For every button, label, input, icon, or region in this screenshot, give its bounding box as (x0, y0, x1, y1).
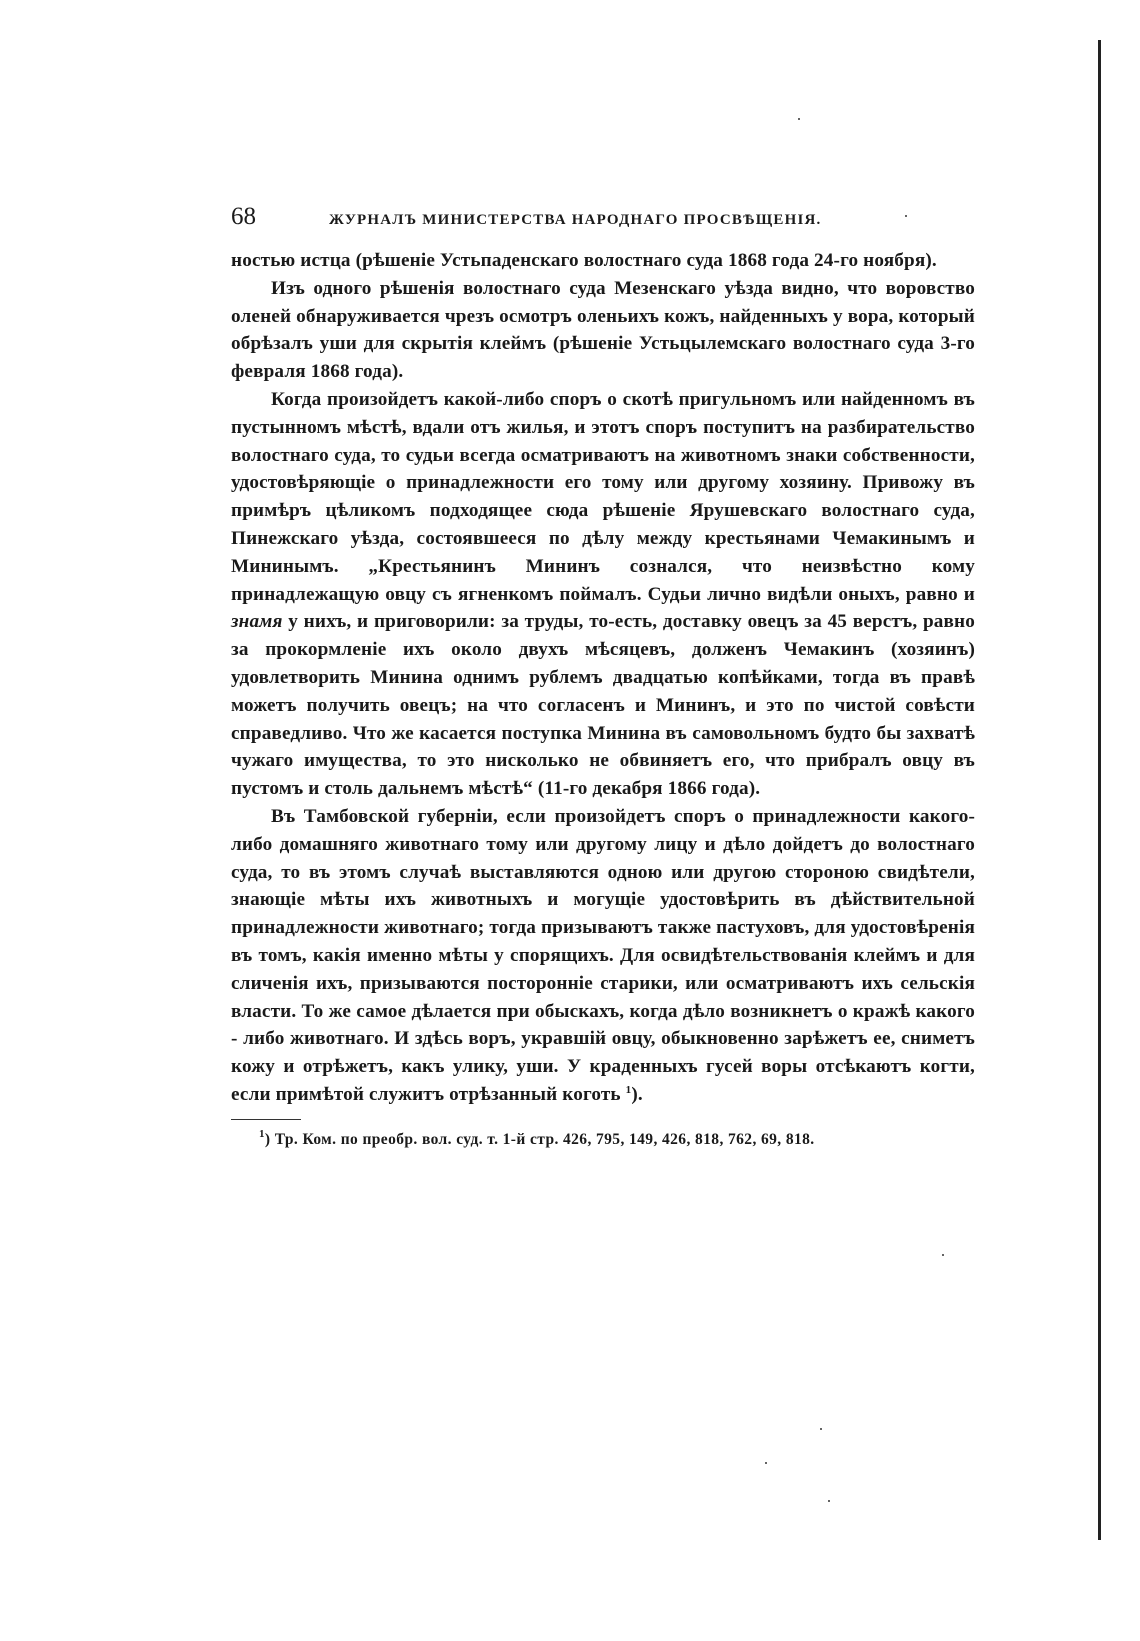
footnote-mark: 1 (259, 1127, 265, 1140)
paragraph-2: Изъ одного рѣшенія волостнаго суда Мезенскаго уѣзда видно, что воровство оленей обнаруживается чрезъ осмотръ оленьихъ кожъ, найденныхъ у вора, который обрѣзалъ уши для скрытія клеймъ (рѣшеніе Устьцылемскаго волостнаго суда 3-го февраля 1868 года). (231, 277, 975, 383)
emphasized-word: знамя (231, 611, 283, 633)
scan-speck (820, 1428, 822, 1430)
paragraph-3-text-b: у нихъ, и приговорили: за труды, то-есть, доставку овецъ за 45 верстъ, равно за прокормленіе ихъ около двухъ мѣсяцевъ, долженъ Чемакинъ (хозяинъ) удовлетворить Минина однимъ рублемъ двадцатью копѣйками, тогда въ правѣ можетъ получить овецъ; на что согласенъ и Мининъ, и это по чистой совѣсти справедливо. Что же касается поступка Минина въ самовольномъ будто бы захватѣ чужаго имущества, то это нисколько не обвиняетъ его, что прибралъ овцу въ пустомъ и столь дальнемъ мѣстѣ“ (11-го декабря 1866 года). (231, 611, 975, 800)
footnote-reference: 1 (625, 1083, 632, 1096)
scan-speck (828, 1500, 830, 1502)
scan-speck (798, 118, 800, 120)
footnote-divider (231, 1119, 301, 1120)
scan-edge-shadow (1098, 40, 1101, 1540)
running-title: ЖУРНАЛЪ МИНИСТЕРСТВА НАРОДНАГО ПРОСВѢЩЕНІЯ. (329, 212, 822, 228)
paragraph-3-text-a: Когда произойдетъ какой-либо споръ о скотѣ пригульномъ или найденномъ въ пустынномъ мѣстѣ, вдали отъ жилья, и этотъ споръ поступитъ на разбирательство волостнаго суда, то судьи всегда осматриваютъ на животномъ знаки собственности, удостовѣряющіе о принадлежности его тому или другому хозяину. Привожу въ примѣръ цѣликомъ подходящее сюда рѣшеніе Ярушевскаго волостнаго суда, Пинежскаго уѣзда, состоявшееся по дѣлу между крестьянами Чемакинымъ и Мининымъ. „Крестьянинъ Мининъ сознался, что неизвѣстно кому принадлежащую овцу съ ягненкомъ поймалъ. Судьи лично видѣли оныхъ, равно и (231, 388, 975, 605)
page-number: 68 (231, 203, 256, 230)
footnote (231, 1128, 975, 1152)
paragraph-3 (231, 386, 975, 803)
scan-speck (942, 1254, 944, 1256)
paragraph-4 (231, 803, 975, 1109)
document-page (231, 203, 975, 1152)
paragraph-1: ностью истца (рѣшеніе Устьпаденскаго волостнаго суда 1868 года 24-го ноября). (231, 250, 937, 271)
paragraph-4-end: ). (631, 1083, 643, 1105)
scan-speck (765, 1462, 767, 1464)
body-text (231, 247, 975, 1109)
page-header (231, 203, 975, 233)
paragraph-4-text: Въ Тамбовской губерніи, если произойдетъ споръ о принадлежности какого-либо домашняго животнаго тому или другому лицу и дѣло дойдетъ до волостнаго суда, то въ этомъ случаѣ выставляются одною или другою стороною свидѣтели, знающіе мѣты ихъ животныхъ и могущіе удостовѣрить въ дѣйствительной принадлежности животнаго; тогда призываютъ также пастуховъ, для удостовѣренія въ томъ, какія именно мѣты у спорящихъ. Для освидѣтельствованія клеймъ и для сличенія ихъ, призываются посторонніе старики, или осматриваютъ ихъ сельскія власти. То же самое дѣлается при обыскахъ, когда дѣло возникнетъ о кражѣ какого - либо животнаго. И здѣсь воръ, укравшій овцу, обыкновенно зарѣжетъ ее, сниметъ кожу и отрѣжетъ, какъ улику, уши. У краденныхъ гусей воры отсѣкаютъ когти, если примѣтой служитъ отрѣзанный коготь (231, 805, 975, 1105)
footnote-text: ) Тр. Ком. по преобр. вол. суд. т. 1-й стр. 426, 795, 149, 426, 818, 762, 69, 818. (264, 1130, 815, 1148)
